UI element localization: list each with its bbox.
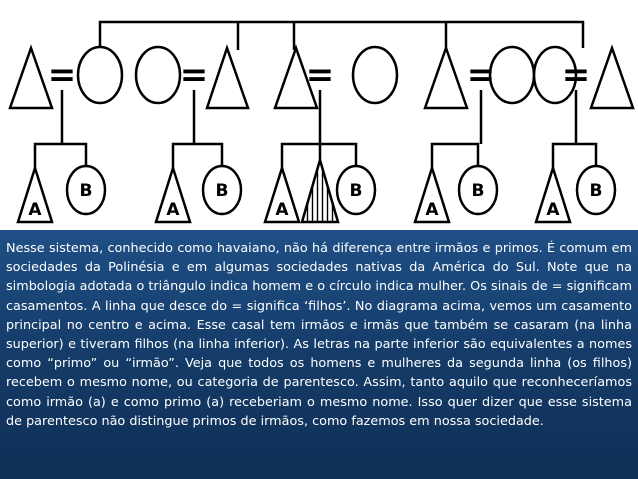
sibling-bar: [100, 22, 583, 48]
parent-woman-2: [136, 47, 180, 103]
child-label-a-3: A: [275, 200, 289, 220]
child-label-b-4: B: [471, 181, 485, 201]
parent-man-4: [425, 48, 467, 108]
children-bracket-2: [173, 144, 222, 170]
parent-woman-3: [353, 47, 397, 103]
parent-man-1: [10, 48, 52, 108]
marriage-symbol-4: =: [466, 55, 496, 95]
marriage-symbol-3: =: [305, 55, 335, 95]
child-label-a-4: A: [425, 200, 439, 220]
marriage-symbol-1: =: [47, 55, 77, 95]
marriage-symbol-2: =: [179, 55, 209, 95]
child-label-a-1: A: [28, 200, 42, 220]
child-label-a-2: A: [166, 200, 180, 220]
caption-box: [0, 230, 638, 479]
parent-woman-1: [78, 47, 122, 103]
child-label-b-2: B: [215, 181, 229, 201]
child-label-b-5: B: [589, 181, 603, 201]
children-bracket-4: [432, 144, 478, 170]
parent-woman-4: [490, 47, 534, 103]
caption-text: Nesse sistema, conhecido como havaiano, não há diferença entre irmãos e primos. É comum em sociedades da Polinésia e em algumas sociedades nativas da América do Sul. Note que na simbologia adotada o triângulo indica homem e o círculo indica mulher. Os sinais de = significam casamentos. A linha que desce do = significa ‘filhos’. No diagrama acima, vemos um casamento principal no centro e acima. Esse casal tem irmãos e irmãs que também se casaram (na linha superior) e tiveram filhos (na linha inferior). As letras na parte inferior são equivalentes a nomes como “primo” ou “irmão”. Veja que todos os homens e mulheres da segunda linha (os filhos) recebem o mesmo nome, ou categoria de parentesco. Assim, tanto aquilo que reconheceríamos como irmão (a) e como primo (a) receberiam o mesmo nome. Isso quer dizer que esse sistema de parentesco não distingue primos de irmãos, como fazemos em nossa sociedade.: [6, 241, 632, 429]
child-label-b-1: B: [79, 181, 93, 201]
kinship-diagram-svg: [0, 0, 638, 230]
ego-hatched-triangle: [302, 160, 338, 222]
parent-man-2: [207, 48, 248, 108]
children-bracket-1: [35, 144, 86, 170]
marriage-symbol-5: =: [561, 55, 591, 95]
child-label-a-5: A: [546, 200, 560, 220]
parent-man-5: [591, 48, 633, 108]
child-label-b-3: B: [349, 181, 363, 201]
kinship-diagram: [0, 0, 638, 230]
